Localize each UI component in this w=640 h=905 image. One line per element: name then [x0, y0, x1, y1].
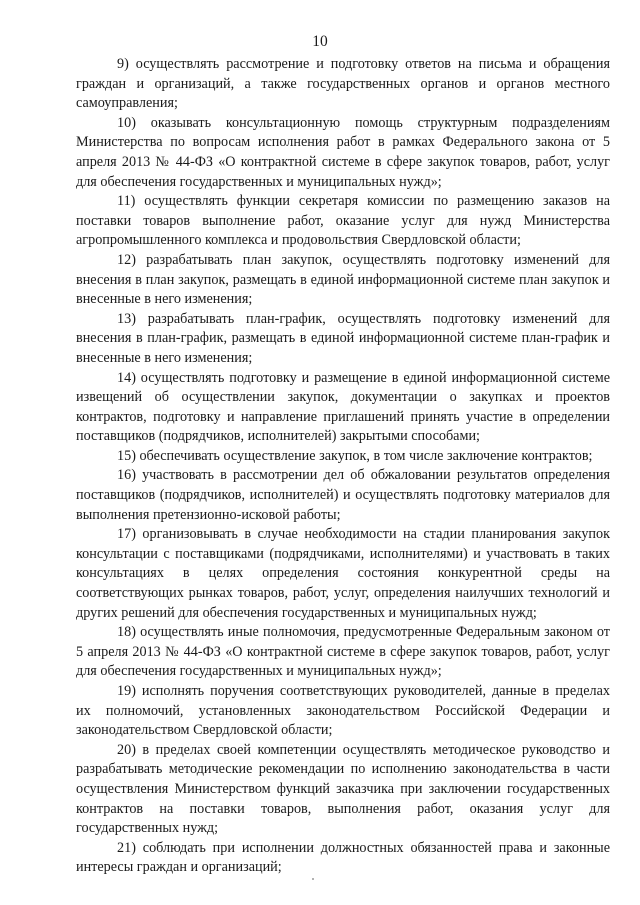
list-item-11: 11) осуществлять функции секретаря комиссии по размещению заказов на поставки товаров выполнение работ, оказание услуг для нужд Министерства агропромышленного комплекса и продовольствия Свердловской области; [76, 193, 610, 249]
list-item-18: 18) осуществлять иные полномочия, предусмотренные Федеральным законом от 5 апреля 2013 № 44-ФЗ «О контрактной системе в сфере закупок товаров, работ, услуг для обеспечения государственных и муниципальных нужд»; [76, 624, 610, 680]
list-item-17: 17) организовывать в случае необходимости на стадии планирования закупок консультации с поставщиками (подрядчиками, исполнителями) и участвовать в таких консультациях в целях определения состояния конкурентной среды на соответствующих рынках товаров, работ, услуг, определения наилучших технологий и других решений для обеспечения государственных и муниципальных нужд; [76, 526, 610, 621]
list-item-13: 13) разрабатывать план-график, осуществлять подготовку изменений для внесения в план-график, размещать в единой информационной системе план-график и внесенные в него изменения; [76, 310, 610, 366]
list-item-10: 10) оказывать консультационную помощь структурным подразделениям Министерства по вопросам исполнения работ в рамках Федерального закона от 5 апреля 2013 № 44-ФЗ «О контрактной системе в сфере закупок товаров, работ, услуг для обеспечения государственных и муниципальных нужд»; [76, 114, 610, 190]
scan-speck [312, 878, 314, 880]
document-body [76, 55, 610, 878]
list-item-19: 19) исполнять поручения соответствующих руководителей, данные в пределах их полномочий, установленных законодательством Российской Федерации и законодательством Свердловской области; [76, 683, 610, 739]
list-item-12: 12) разрабатывать план закупок, осуществлять подготовку изменений для внесения в план закупок, размещать в единой информационной системе план закупок и внесенные в него изменения; [76, 251, 610, 308]
list-item-20: 20) в пределах своей компетенции осуществлять методическое руководство и разрабатывать методические рекомендации по исполнению законодательства в части осуществления Министерством функций заказчика при заключении государственных контрактов на поставки товаров, выполнения работ, оказания услуг для государственных нужд; [76, 741, 610, 837]
list-item-16: 16) участвовать в рассмотрении дел об обжаловании результатов определения поставщиков (подрядчиков, исполнителей) и осуществлять подготовку материалов для выполнения претензионно-исковой работы; [76, 467, 610, 523]
list-item-9: 9) осуществлять рассмотрение и подготовку ответов на письма и обращения граждан и организаций, а также государственных органов и органов местного самоуправления; [76, 56, 610, 112]
page-number: 10 [312, 33, 328, 50]
list-item-15: 15) обеспечивать осуществление закупок, в том числе заключение контрактов; [117, 447, 593, 464]
list-item-21: 21) соблюдать при исполнении должностных обязанностей права и законные интересы граждан и организаций; [76, 839, 610, 876]
list-item-14: 14) осуществлять подготовку и размещение в единой информационной системе извещений об осуществлении закупок, документации о закупках и проектов контрактов, подготовку и направление приглашений принять участие в определении поставщиков (подрядчиков, исполнителей) закрытыми способами; [76, 369, 610, 445]
